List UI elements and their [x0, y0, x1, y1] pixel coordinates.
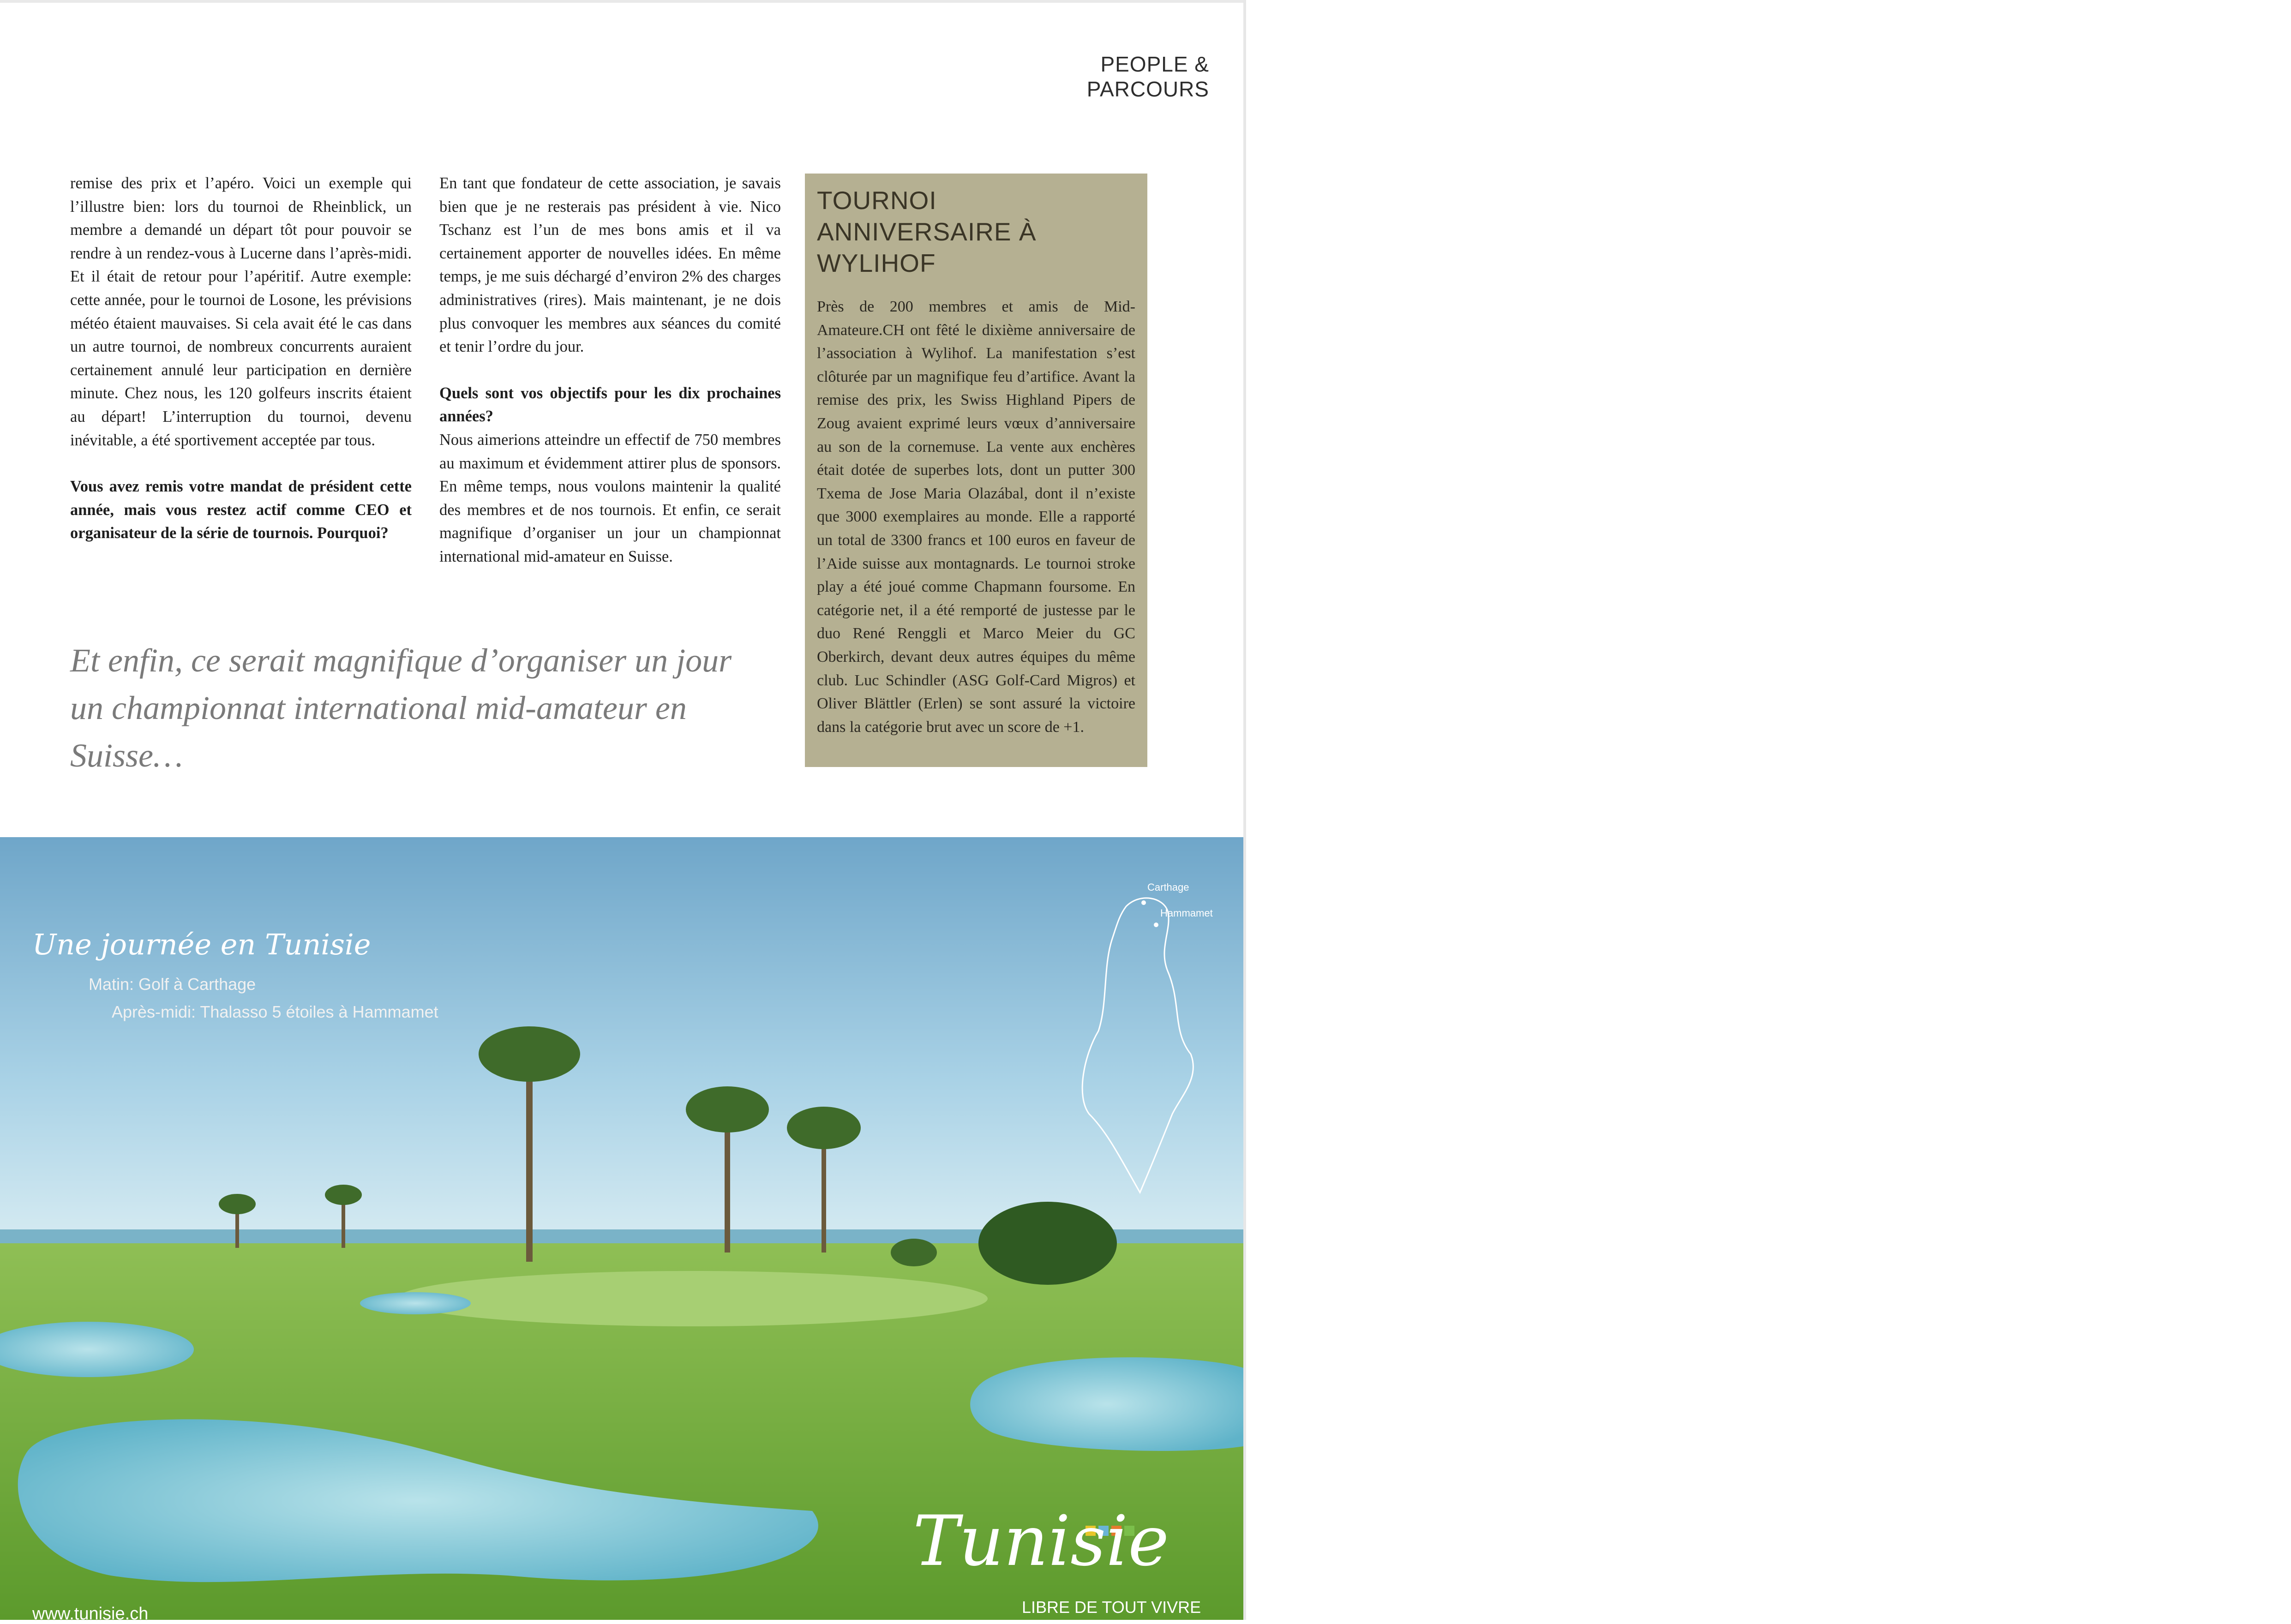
sidebar-box: [805, 174, 1147, 767]
map-label-carthage: Carthage: [1147, 881, 1189, 893]
ad-url[interactable]: www.tunisie.ch: [32, 1604, 149, 1624]
article-paragraph: En tant que fondateur de cette association, je savais bien que je ne resterais pas président à vie. Nico Tschanz est l’un de mes bons amis et il va certainement apporter de nouvelles idées. En même temps, je me suis déchargé d’environ 2% des charges administratives (rires). Mais maintenant, je ne dois plus convoquer les membres aux séances du comité et tenir l’ordre du jour.: [439, 174, 781, 356]
brand-logo: Tunisie: [913, 1501, 1169, 1582]
interview-question: Quels sont vos objectifs pour les dix prochaines années?: [439, 384, 781, 425]
pull-quote: Et enfin, ce serait magnifique d’organiser un jour un championnat international mid-amateur en Suisse…: [70, 642, 732, 774]
ad-afternoon-line: Après-midi: Thalasso 5 étoiles à Hammamet: [112, 1002, 438, 1021]
ad-title: Une journée en Tunisie: [32, 928, 371, 961]
scan-edge: [1243, 0, 1246, 1620]
sidebar-body: Près de 200 membres et amis de Mid-Amateure.CH ont fêté le dixième anniversaire de l’association à Wylihof. La manifestation s’est clôturée par un magnifique feu d’artifice. Avant la remise des prix, les Swiss Highland Pipers de Zoug avaient exprimé leurs vœux d’anniversaire au son de la cornemuse. La vente aux enchères était dotée de superbes lots, dont un putter 300 Txema de Jose Maria Olazábal, dont il n’existe que 3000 exemplaires au monde. Elle a rapporté un total de 3300 francs et 100 euros en faveur de l’Aide suisse aux montagnards. Le tournoi stroke play a été joué comme Chapmann foursome. En catégorie net, il a été remporté de justesse par le duo René Renggli et Marco Meier du GC Oberkirch, devant deux autres équipes du même club. Luc Schindler (ASG Golf-Card Migros) et Oliver Blättler (Erlen) se sont assuré la victoire dans la catégorie brut avec un score de +1.: [817, 298, 1135, 736]
scan-top-edge: [0, 0, 1243, 3]
brand-tagline: LIBRE DE TOUT VIVRE: [1022, 1598, 1201, 1617]
sky: [0, 837, 1243, 1243]
article-column-2: [439, 172, 781, 569]
green: [397, 1271, 988, 1326]
pool: [970, 1357, 1243, 1451]
article-paragraph: remise des prix et l’apéro. Voici un exemple qui l’illustre bien: lors du tournoi de Rheinblick, un membre a demandé un départ tôt pour pouvoir se rendre à un rendez-vous à Lucerne dans l’après-midi. Et il était de retour pour l’apéritif. Autre exemple: cette année, pour le tournoi de Losone, les prévisions météo étaient mauvaises. Si cela avait été le cas dans un autre tournoi, de nombreux concurrents auraient certainement annulé leur participation en dernière minute. Chez nous, les 120 golfeurs inscrits étaient au départ! L’interruption du tournoi, devenu inévitable, a été sportivement acceptée par tous.: [70, 174, 412, 449]
article-column-1: [70, 172, 412, 545]
pool: [360, 1292, 471, 1314]
ad-morning-line: Matin: Golf à Carthage: [89, 975, 256, 994]
article-paragraph: Nous aimerions atteindre un effectif de 750 membres au maximum et évidemment attirer plus de sponsors. En même temps, nous voulons maintenir la qualité des membres et de nos tournois. Et enfin, ce serait magnifique d’organiser un jour un championnat international mid-amateur en Suisse.: [439, 431, 781, 565]
interview-question: Vous avez remis votre mandat de président cette année, mais vous restez actif comme CEO et organisateur de la série de tournois. Pourquoi?: [70, 478, 412, 542]
map-label-hammamet: Hammamet: [1160, 907, 1213, 919]
section-label: PEOPLE & PARCOURS: [1086, 52, 1209, 101]
sidebar-title: TOURNOI ANNIVERSAIRE À WYLIHOF: [817, 186, 1037, 277]
